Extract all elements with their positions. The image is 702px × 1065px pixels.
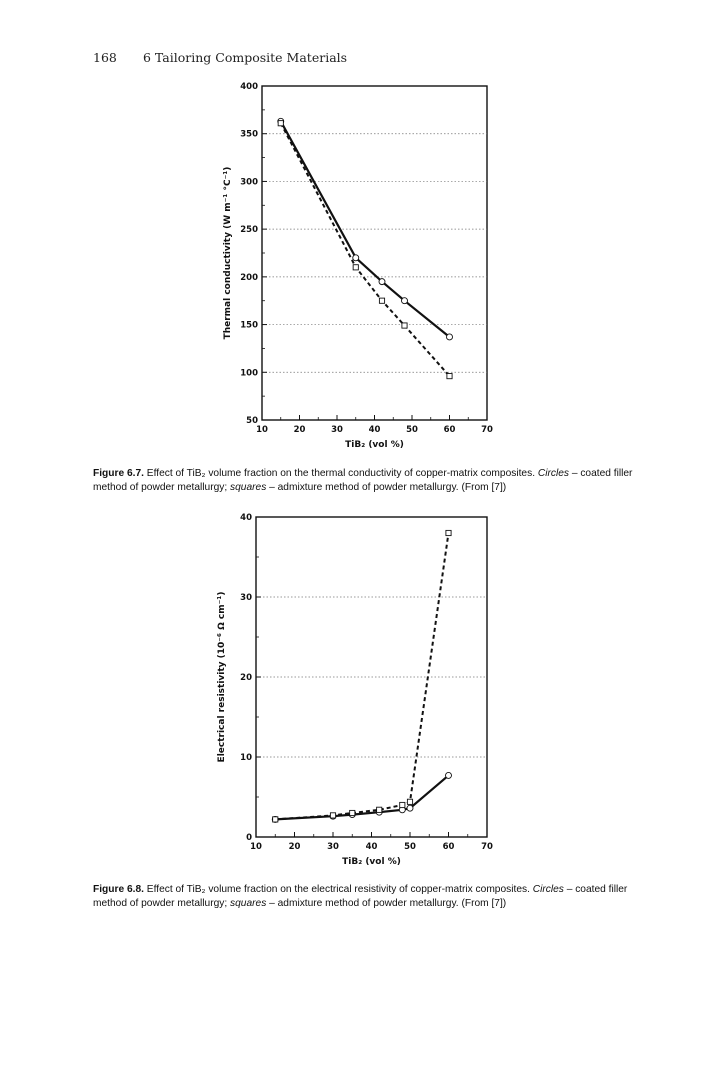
y-tick-label: 400 [240,82,258,92]
x-tick-label: 30 [327,842,339,852]
series-line-squares [275,533,448,819]
caption-mid: – coated filler method of powder metallurgy; [93,468,633,493]
y-tick-label: 200 [240,272,258,283]
caption-label: Figure 6.8. [93,884,144,895]
x-tick-label: 10 [256,425,268,435]
data-point-square [350,810,355,815]
data-point-circle [353,255,359,261]
caption-circles: Circles [532,884,564,895]
x-axis-label: TiB₂ (vol %) [342,857,401,867]
y-tick-label: 0 [246,833,252,843]
x-tick-label: 70 [481,842,493,852]
caption-mid: – coated filler method of powder metallurgy; [93,884,628,909]
y-axis-label: Thermal conductivity (W m⁻¹ °C⁻¹) [223,166,233,340]
x-tick-label: 20 [293,425,306,435]
chapter-title: 6 Tailoring Composite Materials [143,50,348,65]
caption-squares: squares [230,482,267,493]
x-tick-label: 40 [368,425,381,435]
y-tick-label: 150 [240,320,258,331]
caption-end: – admixture method of powder metallurgy. (From [7]) [266,898,507,909]
data-point-circle [407,805,413,811]
figure-6-7-caption [93,467,638,495]
y-tick-label: 50 [246,416,258,426]
x-tick-label: 60 [442,842,455,852]
y-tick-label: 300 [240,177,258,188]
x-tick-label: 50 [406,425,418,435]
x-tick-label: 60 [443,425,456,435]
series-line-squares [281,123,450,376]
caption-text: Effect of TiB₂ volume fraction on the electrical resistivity of copper-matrix composites. [146,884,533,895]
y-tick-label: 250 [240,225,258,236]
x-tick-label: 70 [481,425,493,435]
data-point-square [400,802,405,807]
y-axis-label: Electrical resistivity (10⁻⁶ Ω cm⁻¹) [217,591,227,763]
y-tick-label: 40 [240,513,252,523]
x-tick-label: 40 [365,842,378,852]
y-tick-label: 10 [240,753,252,763]
data-point-square [353,265,358,270]
y-tick-label: 30 [240,593,252,603]
data-point-square [330,813,335,818]
data-point-circle [446,772,452,778]
data-point-square [278,121,283,126]
y-tick-label: 350 [240,129,258,140]
x-tick-label: 10 [250,842,262,852]
figure-6-8-caption [93,883,638,911]
caption-end: – admixture method of powder metallurgy. (From [7]) [266,482,507,493]
data-point-square [446,530,451,535]
data-point-square [402,323,407,328]
data-point-square [379,298,384,303]
y-tick-label: 100 [240,368,258,379]
data-point-square [377,807,382,812]
caption-label: Figure 6.7. [93,468,144,479]
data-point-circle [379,279,385,285]
x-tick-label: 50 [404,842,416,852]
caption-squares: squares [230,898,267,909]
electrical-resistivity-chart [0,505,702,885]
x-tick-label: 30 [331,425,343,435]
caption-text: Effect of TiB₂ volume fraction on the thermal conductivity of copper-matrix composites. [146,468,538,479]
data-point-square [407,799,412,804]
data-point-circle [402,298,408,304]
data-point-circle [447,334,453,340]
page-number: 168 [93,50,117,65]
caption-circles: Circles [537,468,569,479]
y-tick-label: 20 [240,673,252,683]
x-tick-label: 20 [288,842,301,852]
plot-frame [262,86,487,420]
data-point-square [273,817,278,822]
x-axis-label: TiB₂ (vol %) [345,440,404,450]
data-point-square [447,374,452,379]
